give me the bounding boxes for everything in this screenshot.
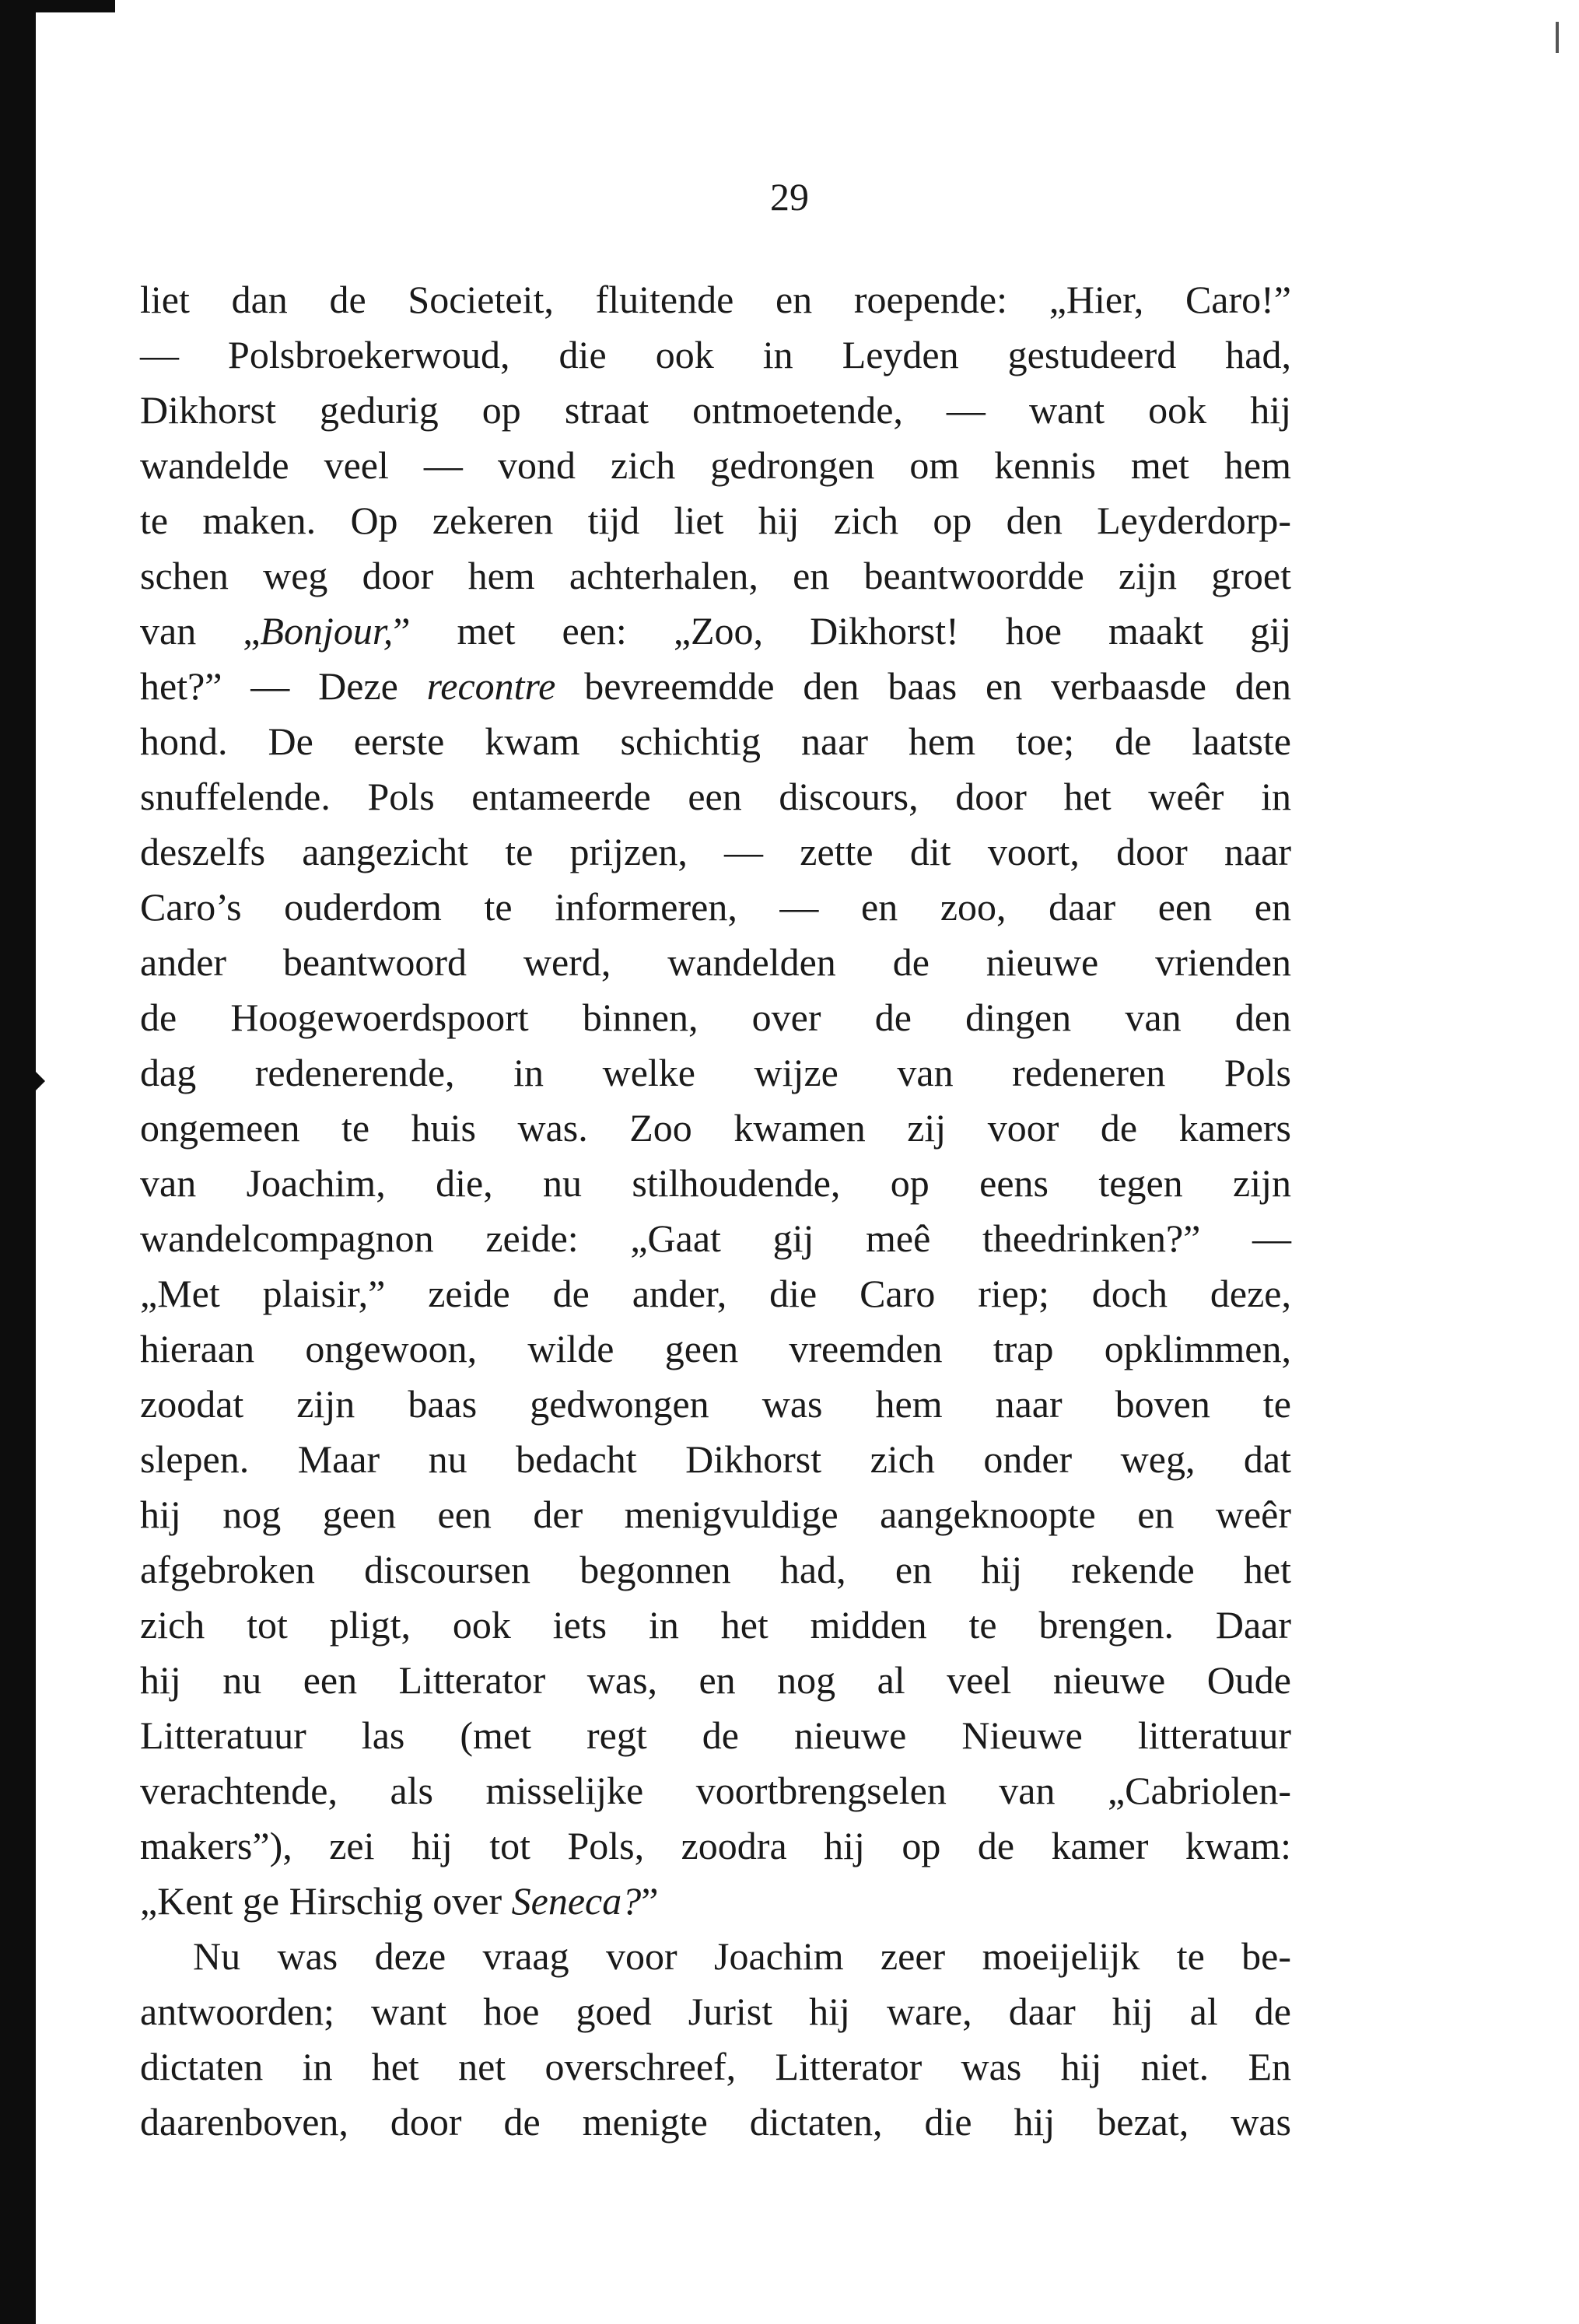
text-line: — Polsbroekerwoud, die ook in Leyden gestudeerd had, — [140, 333, 1291, 376]
text-line: „Kent ge Hirschig over Seneca?” — [140, 1879, 659, 1923]
text-line: dictaten in het net overschreef, Litterator was hij niet. En — [140, 2045, 1291, 2088]
body-text — [140, 272, 1291, 2150]
text-line: antwoorden; want hoe goed Jurist hij ware, daar hij al de — [140, 1990, 1291, 2033]
text-line: wandelcompagnon zeide: „Gaat gij meê theedrinken?” — — [140, 1216, 1291, 1260]
text-line: zich tot pligt, ook iets in het midden te brengen. Daar — [140, 1603, 1291, 1647]
text-line: hij nog geen een der menigvuldige aangeknoopte en weêr — [140, 1493, 1291, 1536]
text-line: de Hoogewoerdspoort binnen, over de dingen van den — [140, 996, 1291, 1039]
text-line: hond. De eerste kwam schichtig naar hem toe; de laatste — [140, 719, 1291, 763]
scan-speck — [1556, 22, 1559, 53]
scan-border-notch — [36, 1072, 45, 1090]
text-line: Caro’s ouderdom te informeren, — en zoo, daar een en — [140, 885, 1291, 929]
italic-text: recontre — [426, 664, 556, 708]
text-line: van „Bonjour,” met een: „Zoo, Dikhorst! hoe maakt gij — [140, 609, 1291, 653]
page-number: 29 — [770, 175, 809, 219]
text-line: afgebroken discoursen begonnen had, en hij rekende het — [140, 1548, 1291, 1591]
text-line: makers”), zei hij tot Pols, zoodra hij op de kamer kwam: — [140, 1824, 1291, 1867]
text-line: wandelde veel — vond zich gedrongen om kennis met hem — [140, 443, 1291, 487]
italic-text: Seneca? — [511, 1879, 642, 1923]
text-line: ander beantwoord werd, wandelden de nieuwe vrienden — [140, 940, 1291, 984]
text-line: snuffelende. Pols entameerde een discours, door het weêr in — [140, 775, 1291, 818]
italic-text: Bonjour, — [260, 609, 394, 653]
text-line: hieraan ongewoon, wilde geen vreemden trap opklimmen, — [140, 1327, 1291, 1370]
paragraph-start-line: Nu was deze vraag voor Joachim zeer moeijelijk te be- — [193, 1934, 1291, 1978]
scan-border-left — [0, 0, 36, 2324]
text-line: Dikhorst gedurig op straat ontmoetende, — want ook hij — [140, 388, 1291, 432]
text-line: het?” — Deze recontre bevreemdde den baas en verbaasde den — [140, 664, 1291, 708]
text-line: dag redenerende, in welke wijze van redeneren Pols — [140, 1051, 1291, 1094]
text-line: schen weg door hem achterhalen, en beantwoordde zijn groet — [140, 554, 1291, 597]
text-line: zoodat zijn baas gedwongen was hem naar boven te — [140, 1382, 1291, 1426]
text-line: deszelfs aangezicht te prijzen, — zette dit voort, door naar — [140, 830, 1291, 873]
text-line: van Joachim, die, nu stilhoudende, op eens tegen zijn — [140, 1161, 1291, 1205]
text-line: „Met plaisir,” zeide de ander, die Caro riep; doch deze, — [140, 1272, 1291, 1315]
text-line: ongemeen te huis was. Zoo kwamen zij voor de kamers — [140, 1106, 1291, 1150]
text-line: te maken. Op zekeren tijd liet hij zich op den Leyderdorp- — [140, 499, 1291, 542]
text-line: liet dan de Societeit, fluitende en roepende: „Hier, Caro!” — [140, 278, 1291, 321]
text-line: daarenboven, door de menigte dictaten, die hij bezat, was — [140, 2100, 1291, 2144]
text-line: verachtende, als misselijke voortbrengselen van „Cabriolen- — [140, 1769, 1291, 1812]
text-line: hij nu een Litterator was, en nog al veel nieuwe Oude — [140, 1658, 1291, 1702]
text-line: Litteratuur las (met regt de nieuwe Nieuwe litteratuur — [140, 1713, 1291, 1757]
text-line: slepen. Maar nu bedacht Dikhorst zich onder weg, dat — [140, 1437, 1291, 1481]
